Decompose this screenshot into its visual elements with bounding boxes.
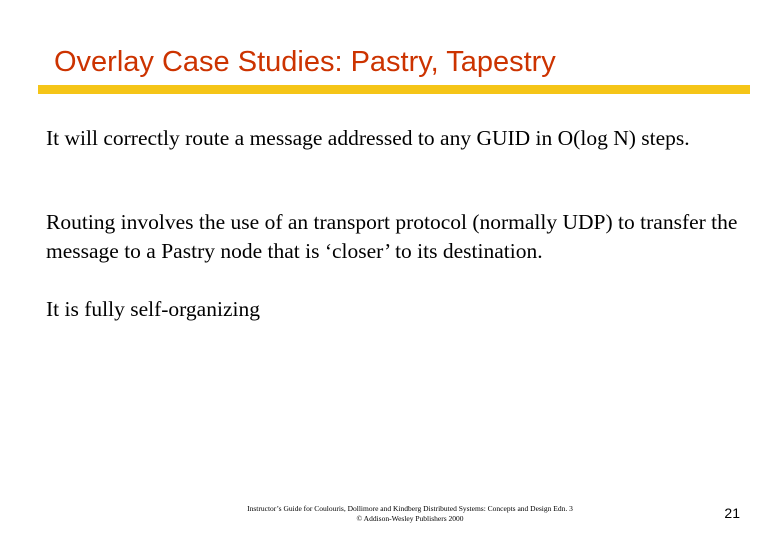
paragraph-routing-protocol: Routing involves the use of an transport protocol (normally UDP) to transfer the message to a Pastry node that is ‘closer’ to its destination.	[46, 210, 738, 263]
footer-citation	[210, 504, 610, 524]
paragraph-self-organizing: It is fully self-organizing	[46, 297, 260, 321]
footer-line-2: © Addison-Wesley Publishers 2000	[356, 514, 464, 523]
title-underline-bar	[38, 85, 750, 94]
footer-line-1: Instructor’s Guide for Coulouris, Dollimore and Kindberg Distributed Systems: Concepts and Design Edn. 3	[247, 504, 573, 513]
paragraph-guid-routing: It will correctly route a message addressed to any GUID in O(log N) steps.	[46, 126, 690, 150]
page-number: 21	[724, 505, 740, 521]
slide-title: Overlay Case Studies: Pastry, Tapestry	[54, 46, 556, 78]
